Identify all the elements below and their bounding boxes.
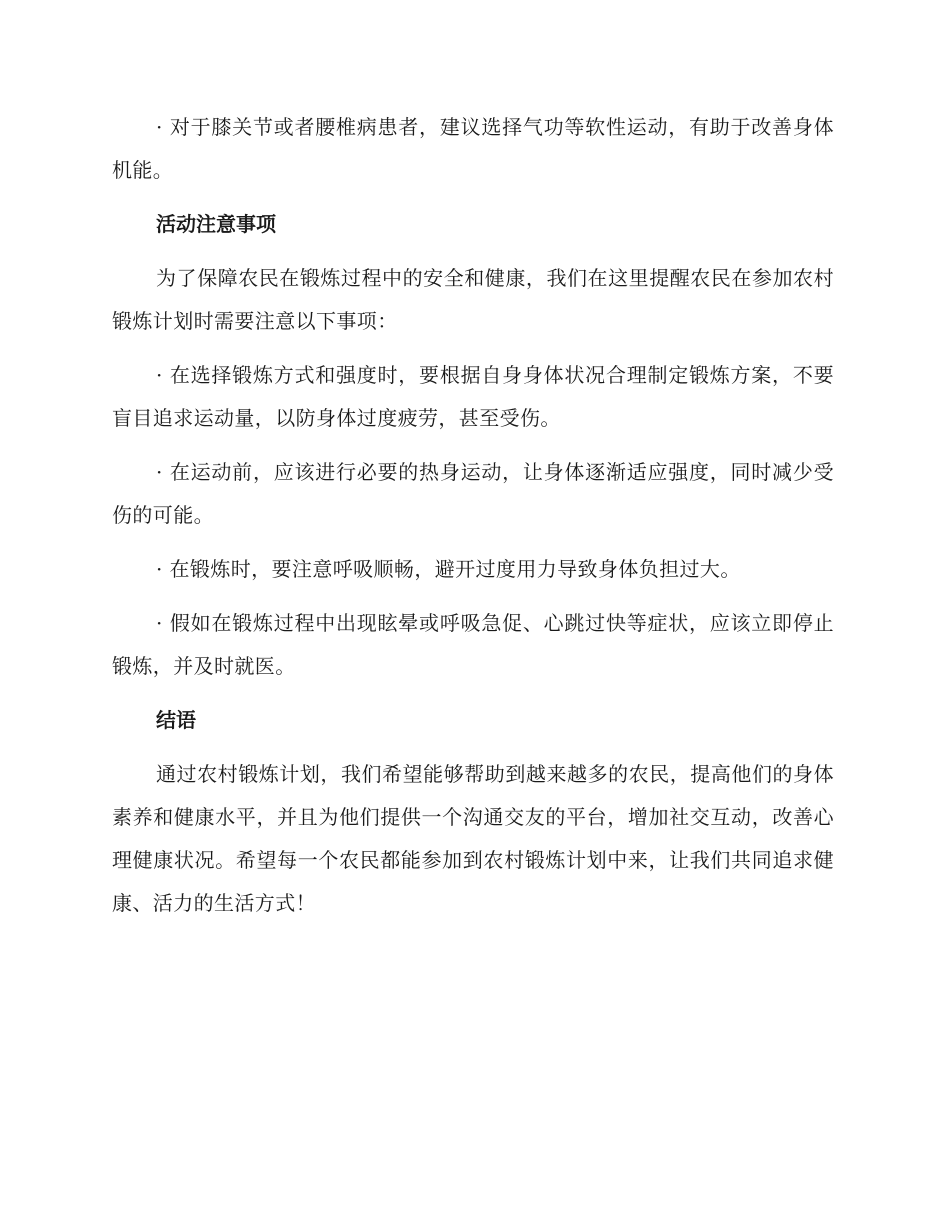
bullet-knee-waist-advice: · 对于膝关节或者腰椎病患者，建议选择气功等软性运动，有助于改善身体机能。 bbox=[112, 115, 834, 182]
bullet-stop-if-symptoms: · 假如在锻炼过程中出现眩晕或呼吸急促、心跳过快等症状，应该立即停止锻炼，并及时就医。 bbox=[112, 611, 834, 678]
heading-conclusion: 结语 bbox=[156, 708, 196, 732]
bullet-breathing: · 在锻炼时，要注意呼吸顺畅，避开过度用力导致身体负担过大。 bbox=[156, 557, 741, 581]
heading-activity-notice: 活动注意事项 bbox=[156, 212, 276, 236]
paragraph-conclusion: 通过农村锻炼计划，我们希望能够帮助到越来越多的农民，提高他们的身体素养和健康水平，并且为他们提供一个沟通交友的平台，增加社交互动，改善心理健康状况。希望每一个农民都能参加到农村锻炼计划中来，让我们共同追求健康、活力的生活方式！ bbox=[112, 762, 834, 915]
document-page bbox=[112, 106, 834, 936]
paragraph-notice-intro: 为了保障农民在锻炼过程中的安全和健康，我们在这里提醒农民在参加农村锻炼计划时需要注意以下事项： bbox=[112, 266, 834, 333]
bullet-warm-up: · 在运动前，应该进行必要的热身运动，让身体逐渐适应强度，同时减少受伤的可能。 bbox=[112, 460, 834, 527]
bullet-choose-intensity: · 在选择锻炼方式和强度时，要根据自身身体状况合理制定锻炼方案，不要盲目追求运动量，以防身体过度疲劳，甚至受伤。 bbox=[112, 363, 834, 430]
